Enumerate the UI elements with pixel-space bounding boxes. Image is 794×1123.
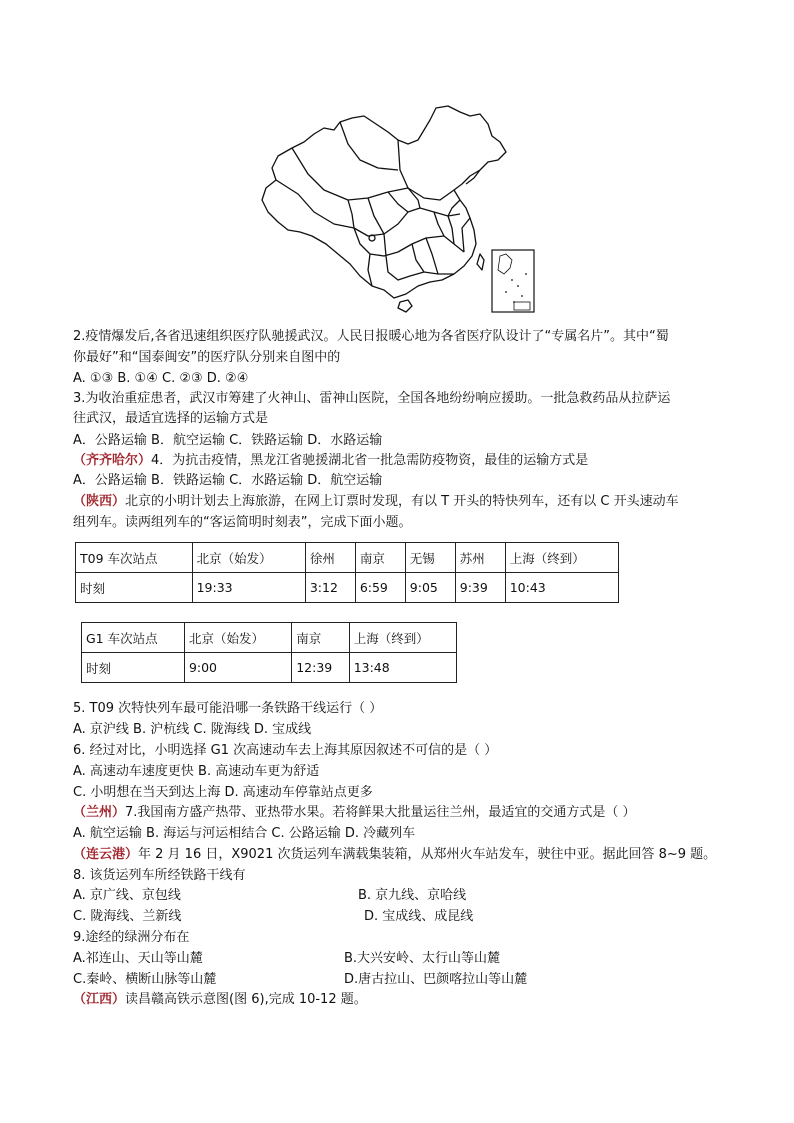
table-cell: 北京（始发） (192, 543, 305, 573)
table-row (82, 653, 457, 683)
south-china-sea-inset (492, 250, 534, 312)
q10-intro (73, 991, 367, 1008)
table-cell: 3:12 (305, 573, 355, 603)
q10-intro-text: 读昌赣高铁示意图(图 6),完成 10-12 题。 (125, 992, 367, 1007)
source-tag-lanzhou: （兰州） (73, 805, 126, 820)
hainan-island (398, 300, 412, 312)
table-cell: 9:39 (455, 573, 505, 603)
intro-line2: 组列车。读两组列车的“客运简明时刻表”，完成下面小题。 (73, 515, 412, 530)
map-outline (262, 106, 506, 298)
china-map (248, 104, 538, 316)
source-tag-shaanxi: （陕西） (73, 494, 126, 509)
table-cell: 苏州 (455, 543, 505, 573)
q9-option-b: B.大兴安岭、太行山等山麓 (344, 951, 501, 966)
table-cell: 无锡 (405, 543, 455, 573)
q3-stem-line2: 往武汉，最适宜选择的运输方式是 (73, 411, 269, 426)
q2-options: A. ①③ B. ①④ C. ②③ D. ②④ (73, 371, 249, 386)
q7-text: 7.我国南方盛产热带、亚热带水果。若将鲜果大批量运往兰州，最适宜的交通方式是（ ） (125, 805, 636, 820)
table-cell: G1 车次站点 (82, 623, 185, 653)
table-cell: 19:33 (192, 573, 305, 603)
table-cell: 上海（终到） (349, 623, 456, 653)
table-cell: T09 车次站点 (76, 543, 193, 573)
table-row (76, 543, 619, 573)
source-tag-lianyungang: （连云港） (73, 847, 139, 862)
table-cell: 北京（始发） (184, 623, 291, 653)
source-tag-jiangxi: （江西） (73, 992, 126, 1007)
table-cell: 13:48 (349, 653, 456, 683)
q9-option-c: C.秦岭、横断山脉等山麓 (73, 972, 217, 987)
table-row (82, 623, 457, 653)
q3-options: A．公路运输 B．航空运输 C．铁路运输 D．水路运输 (73, 433, 383, 448)
table-cell: 时刻 (76, 573, 193, 603)
table-cell: 上海（终到） (505, 543, 618, 573)
q8-option-c: C. 陇海线、兰新线 (73, 909, 182, 924)
g1-timetable (81, 622, 457, 683)
q8-intro-text: 年 2 月 16 日，X9021 次货运列车满载集装箱，从郑州火车站发车，驶往中亚。据此回答 8~9 题。 (138, 847, 717, 862)
taiwan-island (477, 254, 484, 270)
q9-option-a: A.祁连山、天山等山麓 (73, 951, 203, 966)
table-row (76, 573, 619, 603)
q8-option-b: B. 京九线、京哈线 (358, 888, 467, 903)
q6-options-ab: A. 高速动车速度更快 B. 高速动车更为舒适 (73, 764, 320, 779)
table-cell: 南京 (292, 623, 349, 653)
q5-options: A. 京沪线 B. 沪杭线 C. 陇海线 D. 宝成线 (73, 722, 312, 737)
q8-option-d: D. 宝成线、成昆线 (364, 909, 474, 924)
intro-line1 (73, 493, 679, 510)
q2-stem-line1: 2.疫情爆发后,各省迅速组织医疗队驰援武汉。人民日报暖心地为各省医疗队设计了“专属名片”。其中“蜀 (73, 329, 669, 344)
intro-text: 北京的小明计划去上海旅游，在网上订票时发现，有以 T 开头的特快列车，还有以 C 开头速动车 (125, 494, 679, 509)
q8-option-a: A. 京广线、京包线 (73, 888, 181, 903)
q6-stem: 6. 经过对比，小明选择 G1 次高速动车去上海其原因叙述不可信的是（ ） (73, 743, 498, 758)
t09-timetable (75, 542, 619, 603)
table-cell: 南京 (355, 543, 405, 573)
table-cell: 10:43 (505, 573, 618, 603)
q5-stem: 5. T09 次特快列车最可能沿哪一条铁路干线运行（ ） (73, 701, 383, 716)
table-cell: 6:59 (355, 573, 405, 603)
q7-stem (73, 804, 636, 821)
q8-stem: 8. 该货运列车所经铁路干线有 (73, 868, 246, 883)
q9-stem: 9.途经的绿洲分布在 (73, 930, 190, 945)
q2-stem-line2: 你最好”和“国泰闽安”的医疗队分别来自图中的 (73, 350, 341, 365)
q4-options: A．公路运输 B．铁路运输 C．水路运输 D．航空运输 (73, 473, 383, 488)
source-tag-qiqihar: （齐齐哈尔） (73, 453, 152, 468)
q8-intro (73, 846, 716, 863)
table-cell: 9:05 (405, 573, 455, 603)
q9-option-d: D.唐古拉山、巴颜喀拉山等山麓 (344, 972, 528, 987)
q4-stem (73, 452, 588, 469)
table-cell: 12:39 (292, 653, 349, 683)
table-cell: 时刻 (82, 653, 185, 683)
q3-stem-line1: 3.为收治重症患者，武汉市筹建了火神山、雷神山医院，全国各地纷纷响应援助。一批急救药品从拉萨运 (73, 391, 671, 406)
q6-options-cd: C. 小明想在当天到达上海 D. 高速动车停靠站点更多 (73, 785, 373, 800)
q7-options: A. 航空运输 B. 海运与河运相结合 C. 公路运输 D. 冷藏列车 (73, 826, 416, 841)
table-cell: 徐州 (305, 543, 355, 573)
table-cell: 9:00 (184, 653, 291, 683)
q4-text: 4．为抗击疫情，黑龙江省驰援湖北省一批急需防疫物资，最佳的运输方式是 (151, 453, 589, 468)
